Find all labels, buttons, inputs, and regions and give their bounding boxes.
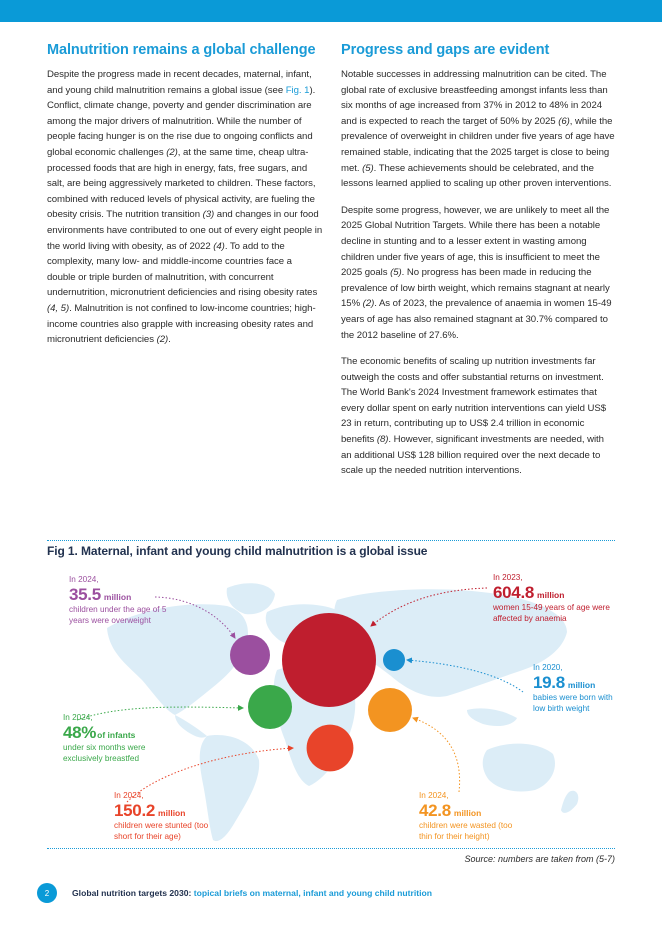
text-run: . These achievements should be celebrated, and the lessons learned applied to scaling up other proven interventions. <box>341 162 612 190</box>
text-run: Notable successes in addressing malnutrition can be cited. The global rate of exclusive breastfeeding amongst infants less than six months of age increased from 37% in 2012 to 48% in 2024 and is expected to reach the target of 50% by 2025 <box>341 69 608 127</box>
stat-breastfed-desc: under six months were exclusively breastfed <box>63 743 146 763</box>
stat-overweight <box>69 574 179 626</box>
stat-overweight-unit: million <box>103 592 132 602</box>
map-new-zealand <box>561 791 578 813</box>
stat-lbw-desc: babies were born with low birth weight <box>533 693 613 713</box>
stat-stunted-year: In 2024, <box>114 791 144 800</box>
stat-lbw-value: 19.8 <box>533 673 565 692</box>
stat-anaemia-value: 604.8 <box>493 583 535 602</box>
section-heading-progress: Progress and gaps are evident <box>341 42 550 58</box>
paragraph <box>341 203 617 343</box>
citation: (6) <box>558 115 570 127</box>
paragraph <box>341 67 617 192</box>
stat-overweight-value: 35.5 <box>69 585 101 604</box>
left-body <box>47 67 323 348</box>
citation: (2) <box>362 298 375 310</box>
connector-wasted <box>413 718 460 792</box>
citation: (2) <box>156 334 169 346</box>
figure-link[interactable]: Fig. 1 <box>285 84 310 96</box>
map-australia <box>483 744 555 792</box>
stat-anaemia-unit: million <box>537 590 565 600</box>
text-run: and changes in our food environments have contributed to one out of every eight people in the world living with obesity, as of 2022 <box>47 209 323 252</box>
header-bar <box>0 0 662 22</box>
stat-wasted-year: In 2024, <box>419 791 449 800</box>
stat-breastfed <box>63 712 159 764</box>
figure-bottom-divider <box>47 848 615 849</box>
stat-breastfed-value: 48% <box>63 723 97 742</box>
stat-stunted-value: 150.2 <box>114 801 156 820</box>
page-number-badge: 2 <box>37 883 57 903</box>
stat-wasted-unit: million <box>453 808 482 818</box>
text-run: . Malnutrition is not confined to low-income countries; high-income countries also grapple with increasing obesity rates and micronutrient deficiencies <box>47 302 316 346</box>
paragraph <box>47 67 323 348</box>
citation: (5) <box>390 267 402 279</box>
stat-wasted <box>419 790 525 842</box>
stat-stunted <box>114 790 214 842</box>
stat-lbw-unit: million <box>567 680 596 690</box>
stat-stunted-desc: children were stunted (too short for their age) <box>114 821 209 841</box>
section-heading-malnutrition: Malnutrition remains a global challenge <box>47 42 316 58</box>
stat-wasted-value: 42.8 <box>419 801 451 820</box>
citation: (3) <box>202 209 215 221</box>
bubble-wasted <box>368 688 412 732</box>
stat-anaemia-year: In 2023, <box>493 573 523 582</box>
right-column <box>341 42 617 490</box>
text-run: . <box>168 334 171 346</box>
page-footer <box>37 883 432 903</box>
citation: (2) <box>166 146 178 158</box>
text-run: The economic benefits of scaling up nutrition investments far outweigh the costs and offer substantial returns on investment. The World Bank's 2024 Investment framework estimates that every dollar spent on early nutrition interventions can yield US$ 23 in return, contributing up to US$ 2.4 trillion in economic benefits <box>341 356 606 446</box>
text-run: Despite some progress, however, we are unlikely to meet all the 2025 Global Nutrition Targets. While there has been a notable decline in stunting and to a lesser extent in wasting among children under five years of age, this is insufficient to meet the 2025 goals <box>341 204 610 279</box>
bubble-low-birth-weight <box>383 649 405 671</box>
stat-lbw-year: In 2020, <box>533 663 563 672</box>
footer-title-prefix: Global nutrition targets 2030: <box>72 888 194 898</box>
left-column <box>47 42 323 359</box>
bubble-overweight <box>230 635 270 675</box>
text-run: Despite the progress made in recent decades, maternal, infant, and young child malnutrition remains a global issue (see <box>47 69 312 96</box>
text-run: , at the same time, cheap ultra-processed foods that are high in energy, fats, free sugars, and salt, are being aggressively marketed to children. These factors, combined with reduced levels of physical activity, are fueling the obesity crisis. The nutrition transition <box>47 146 316 221</box>
text-run: . As of 2023, the prevalence of anaemia in women 15-49 years of age has also remained stagnant at 30.7% compared to the 2012 baseline of 27.6%. <box>341 298 612 341</box>
figure-1 <box>47 540 615 864</box>
stat-anaemia <box>493 572 617 624</box>
stat-breastfed-unit: of infants <box>97 730 136 740</box>
stat-overweight-desc: children under the age of 5 years were overweight <box>69 605 167 625</box>
citation: (8) <box>376 434 389 446</box>
text-run: , while the prevalence of overweight in children under five years of age have remained stable, indicating that the 2025 target is close to being met. <box>341 115 615 174</box>
citation: (4, 5) <box>47 302 70 314</box>
citation: (5) <box>362 162 374 174</box>
bubble-stunted <box>307 725 354 772</box>
paragraph <box>341 354 617 479</box>
footer-title <box>72 888 432 898</box>
bubble-breastfed <box>248 685 292 729</box>
figure-source: Source: numbers are taken from (5-7) <box>464 854 615 864</box>
footer-title-accent: topical briefs on maternal, infant and young child nutrition <box>193 888 433 898</box>
text-run: ). Conflict, climate change, poverty and gender discrimination are among the major drivers of malnutrition. While the number of people facing hunger is on the rise due to ongoing conflicts and global economic challenges <box>47 84 316 158</box>
text-run: . To add to the complexity, many low- and middle-income countries face a double or triple burden of malnutrition, with concurrent undernutrition, micronutrient deficiencies and rising obesity rates <box>47 240 318 299</box>
stat-breastfed-year: In 2024, <box>63 713 93 722</box>
bubble-anaemia <box>282 613 376 707</box>
text-run: . No progress has been made in reducing the prevalence of low birth weight, which remains stagnant at nearly 15% <box>341 267 610 310</box>
stat-stunted-unit: million <box>158 808 186 818</box>
map-central-america <box>175 715 207 738</box>
right-body <box>341 67 617 479</box>
stat-overweight-year: In 2024, <box>69 575 99 584</box>
stat-wasted-desc: children were wasted (too thin for their height) <box>419 821 513 841</box>
map-se-asia <box>467 708 517 726</box>
stat-anaemia-desc: women 15-49 years of age were affected by anaemia <box>493 603 610 623</box>
citation: (4) <box>213 240 225 252</box>
text-run: . However, significant investments are needed, with an additional US$ 128 billion required over the next decade to scale up the needed nutrition interventions. <box>341 434 604 477</box>
stat-low-birth-weight <box>533 662 621 714</box>
figure-title: Fig 1. Maternal, infant and young child malnutrition is a global issue <box>47 544 428 558</box>
